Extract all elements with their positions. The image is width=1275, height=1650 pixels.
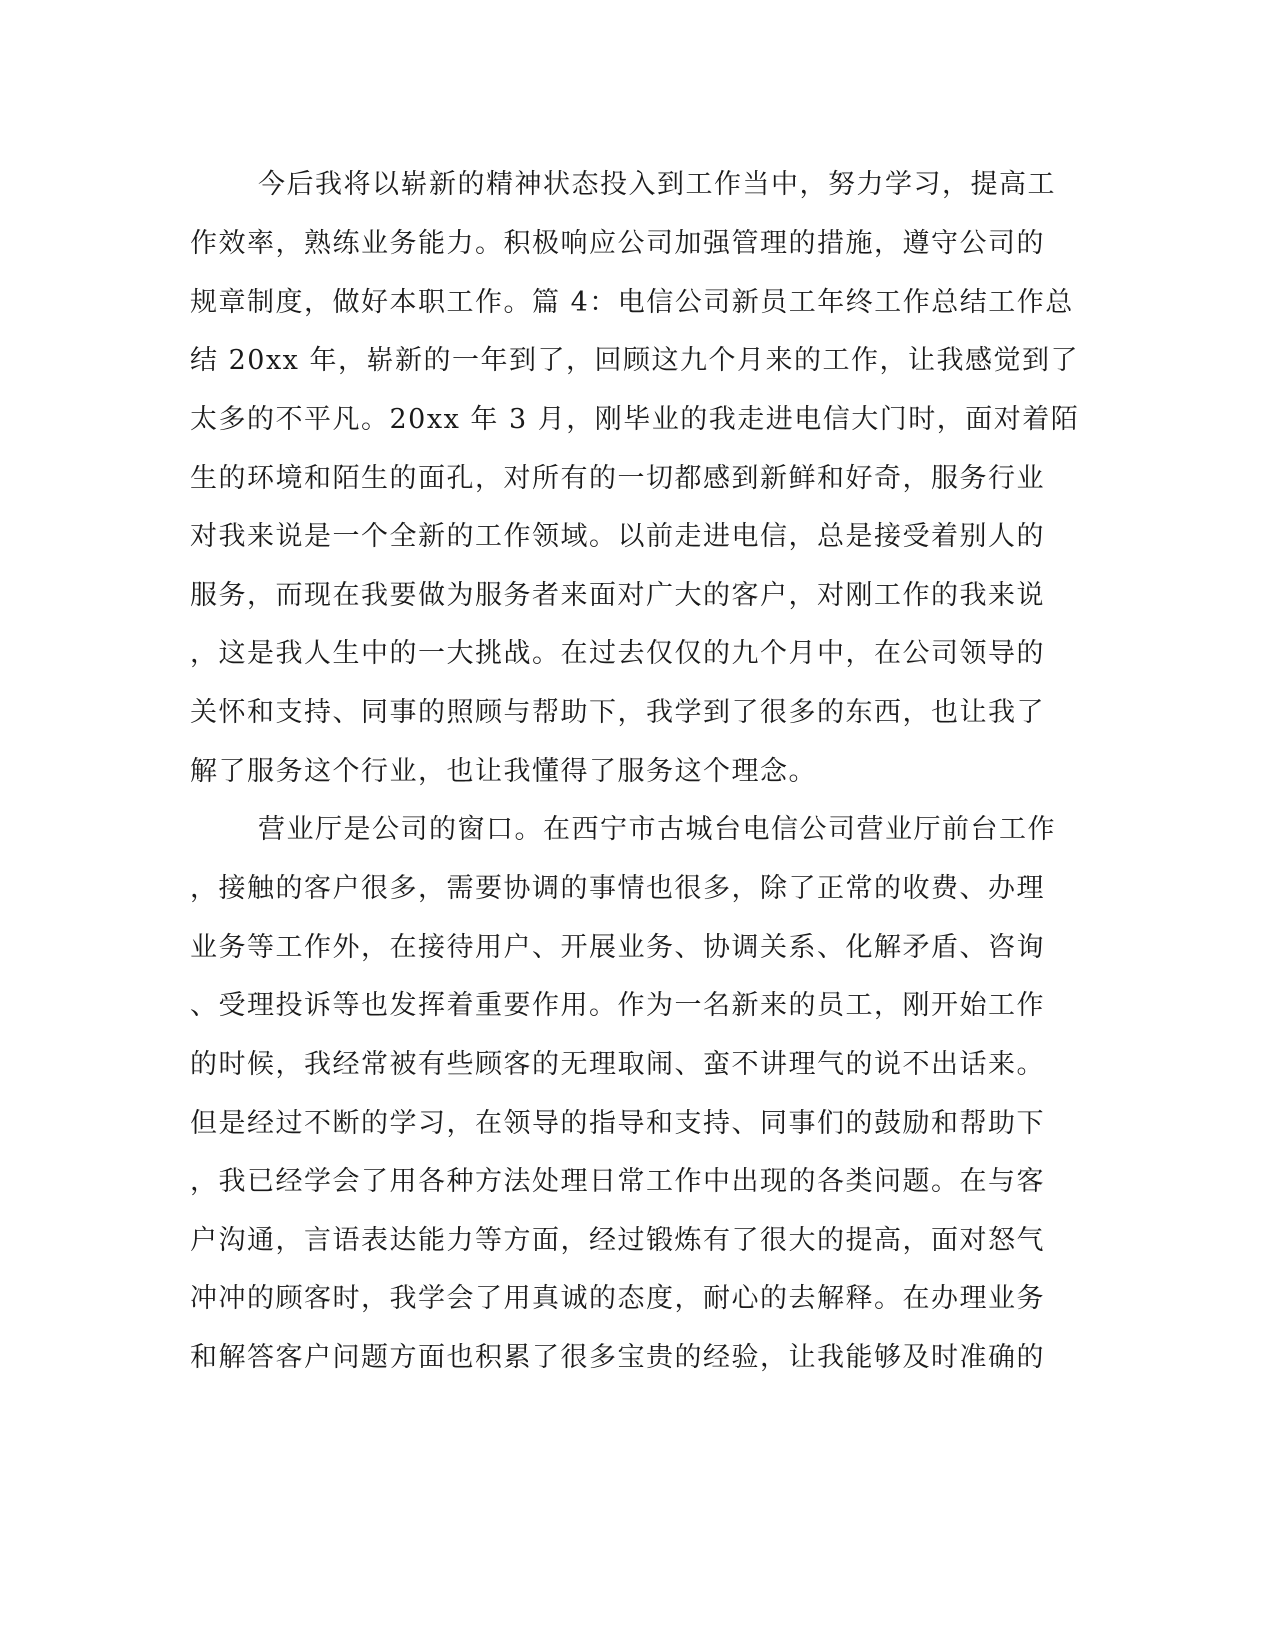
paragraph-2-line-3: 业务等工作外，在接待用户、开展业务、协调关系、化解矛盾、咨询 (190, 932, 1045, 963)
paragraph-1-line-6: 生的环境和陌生的面孔，对所有的一切都感到新鲜和好奇，服务行业 (190, 463, 1045, 494)
paragraph-1-line-11: 解了服务这个行业，也让我懂得了服务这个理念。 (190, 756, 817, 787)
paragraph-2-line-4: 、受理投诉等也发挥着重要作用。作为一名新来的员工，刚开始工作 (190, 990, 1045, 1021)
paragraph-1-line-4: 结 20xx 年，崭新的一年到了，回顾这九个月来的工作，让我感觉到了 (190, 345, 1079, 376)
paragraph-2-line-10: 和解答客户问题方面也积累了很多宝贵的经验，让我能够及时准确的 (190, 1342, 1045, 1373)
paragraph-1-line-5: 太多的不平凡。20xx 年 3 月，刚毕业的我走进电信大门时，面对着陌 (190, 404, 1080, 435)
paragraph-1-line-7: 对我来说是一个全新的工作领域。以前走进电信，总是接受着别人的 (190, 521, 1045, 552)
paragraph-2-line-5: 的时候，我经常被有些顾客的无理取闹、蛮不讲理气的说不出话来。 (190, 1049, 1045, 1080)
paragraph-1-line-9: ，这是我人生中的一大挑战。在过去仅仅的九个月中，在公司领导的 (190, 638, 1045, 669)
paragraph-2-line-2: ，接触的客户很多，需要协调的事情也很多，除了正常的收费、办理 (190, 873, 1045, 904)
paragraph-2-line-6: 但是经过不断的学习，在领导的指导和支持、同事们的鼓励和帮助下 (190, 1108, 1045, 1139)
paragraph-2-line-8: 户沟通，言语表达能力等方面，经过锻炼有了很大的提高，面对怒气 (190, 1225, 1045, 1256)
paragraph-2-line-7: ，我已经学会了用各种方法处理日常工作中出现的各类问题。在与客 (190, 1166, 1045, 1197)
paragraph-2-line-9: 冲冲的顾客时，我学会了用真诚的态度，耐心的去解释。在办理业务 (190, 1283, 1045, 1314)
paragraph-1-line-8: 服务，而现在我要做为服务者来面对广大的客户，对刚工作的我来说 (190, 580, 1045, 611)
paragraph-1-line-10: 关怀和支持、同事的照顾与帮助下，我学到了很多的东西，也让我了 (190, 697, 1045, 728)
paragraph-2-line-1: 营业厅是公司的窗口。在西宁市古城台电信公司营业厅前台工作 (258, 814, 1056, 845)
paragraph-1-line-3: 规章制度，做好本职工作。篇 4：电信公司新员工年终工作总结工作总 (190, 287, 1074, 318)
paragraph-1-line-2: 作效率，熟练业务能力。积极响应公司加强管理的措施，遵守公司的 (190, 228, 1045, 259)
paragraph-1-line-1: 今后我将以崭新的精神状态投入到工作当中，努力学习，提高工 (258, 169, 1056, 200)
